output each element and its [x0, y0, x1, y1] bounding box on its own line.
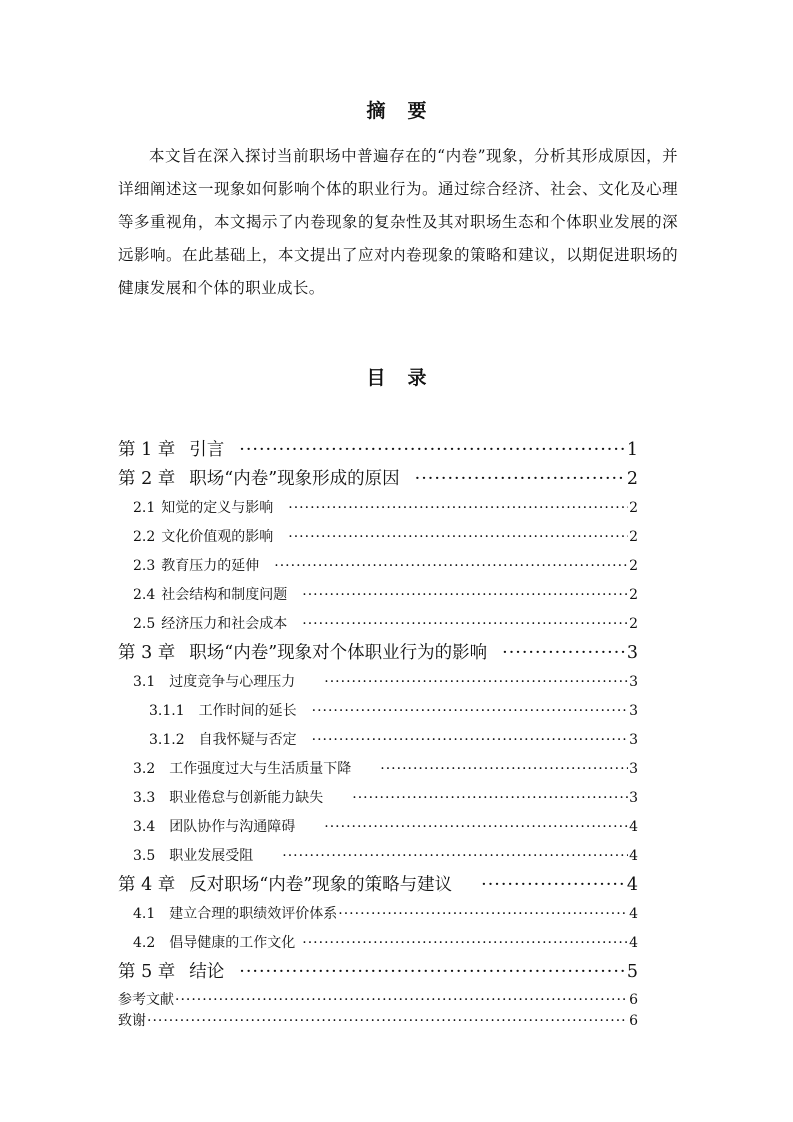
toc-entry-page: 1	[626, 440, 638, 460]
table-of-contents	[118, 436, 638, 1032]
toc-entry-2-5[interactable]	[118, 610, 638, 639]
toc-entry-3-3[interactable]	[118, 784, 638, 813]
toc-entry-2-1[interactable]	[118, 494, 638, 523]
toc-entry-text: 建立合理的职绩效评价体系	[169, 906, 338, 922]
toc-entry-text: 倡导健康的工作文化	[169, 935, 296, 951]
toc-entry-chapter-4[interactable]	[118, 871, 638, 900]
toc-entry-number: 2.3	[133, 558, 156, 574]
toc-leader-dots	[338, 900, 628, 929]
toc-entry-number: 第 4 章	[118, 875, 176, 895]
toc-entry-page: 2	[629, 529, 638, 545]
toc-leader-dots	[380, 755, 628, 784]
toc-entry-page: 3	[629, 761, 638, 777]
toc-leader-dots	[302, 929, 628, 958]
toc-leader-dots	[415, 465, 626, 494]
toc-entry-number: 3.4	[133, 819, 156, 835]
toc-entry-number: 3.1.2	[149, 732, 185, 748]
toc-entry-number: 3.1	[133, 674, 156, 690]
toc-entry-4-1[interactable]	[118, 900, 638, 929]
toc-entry-2-3[interactable]	[118, 552, 638, 581]
toc-entry-page: 3	[629, 674, 638, 690]
toc-entry-3-2[interactable]	[118, 755, 638, 784]
toc-entry-number: 2.2	[133, 529, 156, 545]
toc-entry-number: 4.2	[133, 935, 156, 951]
toc-leader-dots	[312, 697, 628, 726]
toc-leader-dots	[352, 784, 628, 813]
toc-entry-page: 2	[629, 616, 638, 632]
toc-entry-page: 6	[629, 992, 638, 1008]
toc-entry-number: 2.1	[133, 500, 156, 516]
toc-entry-3-1-1[interactable]	[118, 697, 638, 726]
toc-leader-dots	[274, 552, 628, 581]
toc-entry-number: 3.2	[133, 761, 156, 777]
toc-entry-text: 职业倦怠与创新能力缺失	[169, 790, 324, 806]
toc-entry-references[interactable]	[118, 990, 638, 1011]
toc-entry-2-2[interactable]	[118, 523, 638, 552]
toc-entry-number: 2.4	[133, 587, 156, 603]
toc-entry-page: 3	[629, 790, 638, 806]
toc-entry-chapter-2[interactable]	[118, 465, 638, 494]
toc-leader-dots	[288, 523, 628, 552]
toc-entry-page: 2	[626, 469, 638, 489]
toc-entry-text: 引言	[189, 440, 225, 460]
toc-leader-dots	[324, 668, 628, 697]
toc-entry-number: 3.3	[133, 790, 156, 806]
abstract-title: 摘要	[366, 100, 449, 122]
toc-entry-number: 3.1.1	[149, 703, 185, 719]
toc-entry-number: 2.5	[133, 616, 156, 632]
toc-entry-3-4[interactable]	[118, 813, 638, 842]
toc-entry-3-5[interactable]	[118, 842, 638, 871]
toc-entry-page: 2	[629, 587, 638, 603]
toc-entry-text: 反对职场“内卷”现象的策略与建议	[189, 875, 453, 895]
toc-entry-number: 第 5 章	[118, 962, 176, 982]
toc-entry-text: 经济压力和社会成本	[161, 616, 288, 632]
toc-entry-text: 职场“内卷”现象形成的原因	[189, 469, 400, 489]
toc-entry-page: 5	[626, 962, 638, 982]
toc-entry-page: 6	[629, 1013, 638, 1029]
toc-entry-text: 教育压力的延伸	[161, 558, 260, 574]
toc-entry-number: 3.5	[133, 848, 156, 864]
toc-entry-page: 4	[629, 848, 638, 864]
toc-entry-text: 结论	[189, 962, 225, 982]
toc-entry-page: 4	[629, 906, 638, 922]
toc-leader-dots	[239, 436, 626, 465]
toc-entry-text: 工作强度过大与生活质量下降	[169, 761, 352, 777]
toc-entry-text: 团队协作与沟通障碍	[169, 819, 296, 835]
toc-entry-page: 4	[626, 875, 638, 895]
toc-leader-dots	[324, 813, 628, 842]
toc-entry-text: 知觉的定义与影响	[161, 500, 274, 516]
toc-entry-page: 4	[629, 935, 638, 951]
toc-entry-text: 自我怀疑与否定	[198, 732, 297, 748]
toc-entry-4-2[interactable]	[118, 929, 638, 958]
toc-entry-number: 第 1 章	[118, 440, 176, 460]
toc-entry-text: 工作时间的延长	[198, 703, 297, 719]
toc-entry-number: 4.1	[133, 906, 156, 922]
toc-entry-page: 3	[629, 732, 638, 748]
toc-leader-dots	[302, 581, 628, 610]
toc-leader-dots	[288, 494, 628, 523]
toc-leader-dots	[147, 1011, 628, 1032]
toc-entry-page: 4	[629, 819, 638, 835]
toc-leader-dots	[481, 871, 626, 900]
toc-entry-chapter-1[interactable]	[118, 436, 638, 465]
toc-entry-page: 2	[629, 558, 638, 574]
toc-entry-2-4[interactable]	[118, 581, 638, 610]
toc-leader-dots	[239, 958, 626, 987]
toc-leader-dots	[175, 990, 628, 1011]
toc-leader-dots	[302, 610, 628, 639]
abstract-body: 本文旨在深入探讨当前职场中普遍存在的“内卷”现象，分析其形成原因，并详细阐述这一现象如何影响个体的职业行为。通过综合经济、社会、文化及心理等多重视角，本文揭示了内卷现象的复杂性及其对职场生态和个体职业发展的深远影响。在此基础上，本文提出了应对内卷现象的策略和建议，以期促进职场的健康发展和个体的职业成长。	[118, 147, 678, 297]
toc-entry-text: 职场“内卷”现象对个体职业行为的影响	[189, 643, 488, 663]
toc-entry-text: 参考文献	[118, 992, 174, 1008]
toc-entry-3-1[interactable]	[118, 668, 638, 697]
toc-leader-dots	[282, 842, 628, 871]
toc-entry-text: 过度竞争与心理压力	[169, 674, 296, 690]
toc-leader-dots	[502, 639, 626, 668]
toc-entry-3-1-2[interactable]	[118, 726, 638, 755]
toc-entry-page: 2	[629, 500, 638, 516]
toc-entry-chapter-5[interactable]	[118, 958, 638, 987]
toc-entry-text: 职业发展受阻	[169, 848, 254, 864]
toc-entry-page: 3	[629, 703, 638, 719]
toc-entry-text: 社会结构和制度问题	[161, 587, 288, 603]
toc-entry-page: 3	[626, 643, 638, 663]
toc-entry-number: 第 2 章	[118, 469, 176, 489]
toc-entry-text: 文化价值观的影响	[161, 529, 274, 545]
toc-entry-number: 第 3 章	[118, 643, 176, 663]
toc-entry-text: 致谢	[118, 1013, 146, 1029]
toc-entry-chapter-3[interactable]	[118, 639, 638, 668]
toc-title: 目录	[366, 367, 449, 389]
toc-leader-dots	[312, 726, 628, 755]
toc-entry-acknowledgements[interactable]	[118, 1011, 638, 1032]
